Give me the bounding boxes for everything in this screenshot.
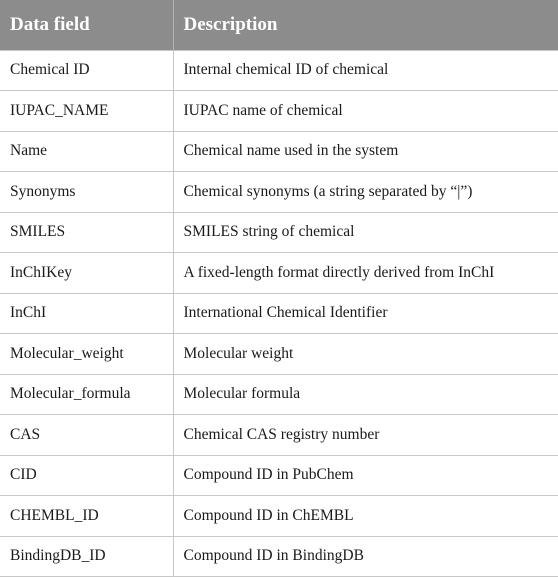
table-row bbox=[0, 131, 558, 172]
header-data-field: Data field bbox=[0, 0, 173, 50]
cell-field: BindingDB_ID bbox=[0, 536, 173, 577]
table-row bbox=[0, 212, 558, 253]
cell-field: Name bbox=[0, 131, 173, 172]
cell-description: Compound ID in PubChem bbox=[173, 455, 558, 496]
cell-description: A fixed-length format directly derived from InChI bbox=[173, 253, 558, 294]
cell-description: Chemical CAS registry number bbox=[173, 415, 558, 456]
cell-description: Compound ID in ChEMBL bbox=[173, 496, 558, 537]
table-row bbox=[0, 50, 558, 91]
table-row bbox=[0, 536, 558, 577]
cell-description: IUPAC name of chemical bbox=[173, 91, 558, 132]
table-row bbox=[0, 496, 558, 537]
cell-field: CAS bbox=[0, 415, 173, 456]
table-header bbox=[0, 0, 558, 50]
table-row bbox=[0, 253, 558, 294]
table-row bbox=[0, 415, 558, 456]
table-body bbox=[0, 50, 558, 577]
cell-field: CHEMBL_ID bbox=[0, 496, 173, 537]
table-row bbox=[0, 293, 558, 334]
cell-description: Compound ID in BindingDB bbox=[173, 536, 558, 577]
cell-description: International Chemical Identifier bbox=[173, 293, 558, 334]
table-row bbox=[0, 172, 558, 213]
table-row bbox=[0, 91, 558, 132]
cell-description: SMILES string of chemical bbox=[173, 212, 558, 253]
header-row bbox=[0, 0, 558, 50]
cell-field: Molecular_weight bbox=[0, 334, 173, 375]
cell-description: Chemical name used in the system bbox=[173, 131, 558, 172]
table-row bbox=[0, 334, 558, 375]
cell-field: IUPAC_NAME bbox=[0, 91, 173, 132]
cell-field: InChI bbox=[0, 293, 173, 334]
cell-field: CID bbox=[0, 455, 173, 496]
cell-description: Chemical synonyms (a string separated by “|”) bbox=[173, 172, 558, 213]
header-description: Description bbox=[173, 0, 558, 50]
table-row bbox=[0, 455, 558, 496]
table-row bbox=[0, 374, 558, 415]
cell-description: Molecular weight bbox=[173, 334, 558, 375]
cell-description: Internal chemical ID of chemical bbox=[173, 50, 558, 91]
cell-field: Molecular_formula bbox=[0, 374, 173, 415]
cell-description: Molecular formula bbox=[173, 374, 558, 415]
cell-field: Chemical ID bbox=[0, 50, 173, 91]
cell-field: InChIKey bbox=[0, 253, 173, 294]
cell-field: SMILES bbox=[0, 212, 173, 253]
cell-field: Synonyms bbox=[0, 172, 173, 213]
